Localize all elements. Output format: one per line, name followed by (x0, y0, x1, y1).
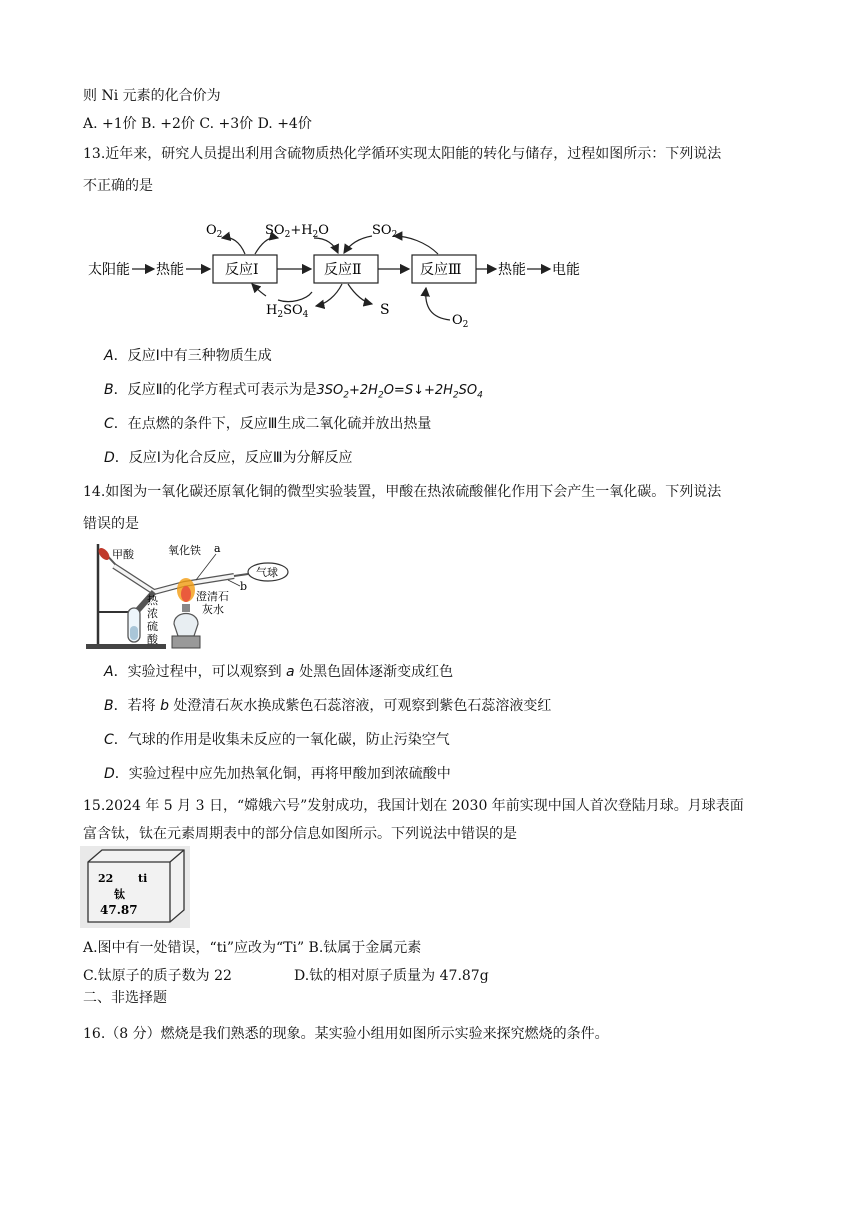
o2-label-top: $O_2$ (206, 223, 223, 240)
q14-option-a: A．实验过程中，可以观察到 a 处黑色固体逐渐变成红色 (104, 664, 454, 680)
arrow (394, 236, 438, 254)
q14-option-c: C．气球的作用是收集未反应的一氧化碳，防止污染空气 (104, 732, 450, 748)
q12-stem-tail: 则 Ni 元素的化合价为 (83, 88, 221, 104)
alcohol-burner (174, 614, 198, 637)
so2-h2o-label: $SO_2+H_2O$ (265, 223, 329, 240)
q12-options: A. +1价 B. +2价 C. +3价 D. +4价 (83, 116, 312, 132)
balloon-label: 气球 (256, 566, 278, 579)
label-b: b (240, 580, 248, 593)
q15-option-d: D.钛的相对原子质量为 47.87g (294, 968, 489, 984)
acid-label-3: 硫 (147, 620, 158, 633)
reaction-1-label: 反应Ⅰ (225, 262, 259, 278)
atomic-mass: 47.87 (100, 903, 138, 917)
arrow (426, 288, 450, 320)
arrow (348, 284, 372, 304)
q16-stem: 16.（8 分）燃烧是我们熟悉的现象。某实验小组用如图所示实验来探究燃烧的条件。 (83, 1026, 609, 1042)
arrow (316, 284, 342, 306)
q14-option-d: D．实验过程中应先加热氧化铜，再将甲酸加到浓硫酸中 (104, 766, 451, 782)
arrow (255, 238, 278, 254)
electric-energy-label: 电能 (552, 262, 580, 278)
arrow (314, 238, 338, 253)
heat-energy-label-2: 热能 (498, 262, 526, 278)
arrow (222, 238, 245, 254)
limewater-label-1: 澄清石 (196, 590, 229, 603)
q14-apparatus-diagram (84, 540, 294, 652)
limewater-label-2: 灰水 (202, 603, 224, 616)
q13-option-b: B．反应Ⅱ的化学方程式可表示为是$3SO_2+2H_2O=S↓+2H_2SO_4$ (104, 382, 483, 401)
q13-option-a: A．反应Ⅰ中有三种物质生成 (104, 348, 272, 364)
arrow (344, 236, 372, 253)
q15-stem-line2: 富含钛，钛在元素周期表中的部分信息如图所示。下列说法中错误的是 (83, 826, 517, 842)
element-name: 钛 (114, 888, 125, 901)
titanium-element-card (80, 846, 190, 928)
q13-option-c: C．在点燃的条件下，反应Ⅲ生成二氧化硫并放出热量 (104, 416, 432, 432)
q15-options-ab: A.图中有一处错误，“ti”应改为“Ti” B.钛属于金属元素 (83, 940, 422, 956)
section-heading: 二、非选择题 (83, 990, 167, 1006)
iron-oxide-label: 氧化铁 (168, 544, 201, 557)
o2-label-bottom: $O_2$ (452, 313, 469, 330)
acid-label-4: 酸 (147, 633, 158, 646)
label-a: a (214, 542, 221, 555)
so2-label-top: $SO_2$ (372, 223, 398, 240)
q13-option-d: D．反应Ⅰ为化合反应，反应Ⅲ为分解反应 (104, 450, 353, 466)
q14-option-b: B．若将 b 处澄清石灰水换成紫色石蕊溶液，可观察到紫色石蕊溶液变红 (104, 698, 552, 714)
q14-stem-line1: 14.如图为一氧化碳还原氧化铜的微型实验装置，甲酸在热浓硫酸催化作用下会产生一氧化碳。下列说法 (83, 484, 722, 500)
arrow (278, 292, 312, 302)
reaction-3-label: 反应Ⅲ (420, 262, 462, 278)
burner-stand (172, 636, 200, 648)
h2so4-label: $H_2SO_4$ (266, 303, 309, 320)
acid-label-2: 浓 (147, 607, 158, 620)
acid-label-1: 热 (147, 594, 158, 607)
q13-stem-line1: 13.近年来，研究人员提出利用含硫物质热化学循环实现太阳能的转化与储存，过程如图所示：下列说法 (83, 146, 722, 162)
q13-stem-line2: 不正确的是 (83, 178, 153, 194)
arrow (252, 284, 266, 296)
q15-option-c: C.钛原子的质子数为 22 (83, 968, 232, 984)
atomic-number: 22 (98, 872, 114, 885)
q15-stem-line1: 15.2024 年 5 月 3 日，“嫦娥六号”发射成功，我国计划在 2030 年前实现中国人首次登陆月球。月球表面 (83, 798, 744, 814)
solar-energy-label: 太阳能 (88, 262, 130, 278)
sulfur-label: S (380, 302, 390, 318)
q13-cycle-diagram (80, 212, 600, 336)
formic-acid-label: 甲酸 (112, 548, 134, 561)
reaction-2-label: 反应Ⅱ (324, 262, 362, 278)
q14-stem-line2: 错误的是 (83, 516, 139, 532)
heat-energy-label: 热能 (156, 262, 184, 278)
element-symbol: ti (138, 872, 148, 885)
